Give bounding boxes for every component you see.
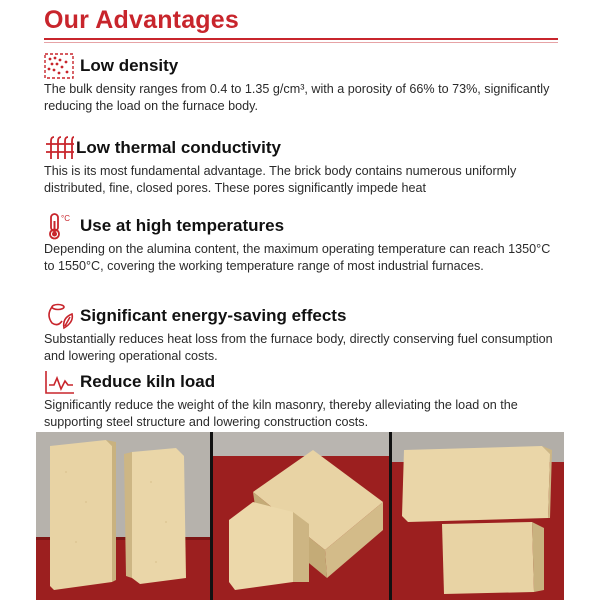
advantage-title: Low thermal conductivity (76, 138, 281, 157)
advantage-reduce-kiln-load (44, 368, 560, 431)
advantage-title: Significant energy-saving effects (80, 306, 347, 325)
thermometer-icon (44, 212, 76, 240)
advantage-title: Use at high temperatures (80, 216, 285, 235)
title-divider (44, 38, 558, 40)
advantage-description: Substantially reduces heat loss from the furnace body, directly conserving fuel consumption and lowering operational costs. (44, 332, 553, 363)
advantage-energy-saving (44, 302, 560, 365)
brick-on-brick-photo (392, 432, 564, 600)
page-title: Our Advantages (44, 6, 239, 34)
title-divider-light (44, 42, 558, 43)
advantage-low-thermal-conductivity (44, 134, 560, 197)
advantage-description: Depending on the alumina content, the maximum operating temperature can reach 1350°C to 1550°C, covering the working temperature range of most industrial furnaces. (44, 242, 551, 273)
heat-wave-icon (44, 134, 76, 162)
advantage-title: Low density (80, 56, 179, 75)
load-chart-icon (44, 368, 76, 396)
product-photos (36, 432, 564, 600)
advantage-description: This is its most fundamental advantage. The brick body contains numerous uniformly distributed, fine, closed pores. These pores significantly impede heat (44, 164, 517, 195)
density-dots-icon (44, 52, 76, 80)
stacked-tilted-bricks-photo (213, 432, 389, 600)
advantage-title: Reduce kiln load (80, 372, 216, 391)
leaf-energy-icon (44, 302, 76, 330)
svg-text:°C: °C (61, 214, 70, 223)
advantage-low-density (44, 52, 560, 115)
two-standing-bricks-photo (36, 432, 210, 600)
advantage-description: The bulk density ranges from 0.4 to 1.35 g/cm³, with a porosity of 66% to 73%, significantly reducing the load on the furnace body. (44, 82, 550, 113)
advantage-description: Significantly reduce the weight of the kiln masonry, thereby alleviating the load on the supporting steel structure and lowering construction costs. (44, 398, 518, 429)
advantage-high-temperatures (44, 212, 560, 275)
